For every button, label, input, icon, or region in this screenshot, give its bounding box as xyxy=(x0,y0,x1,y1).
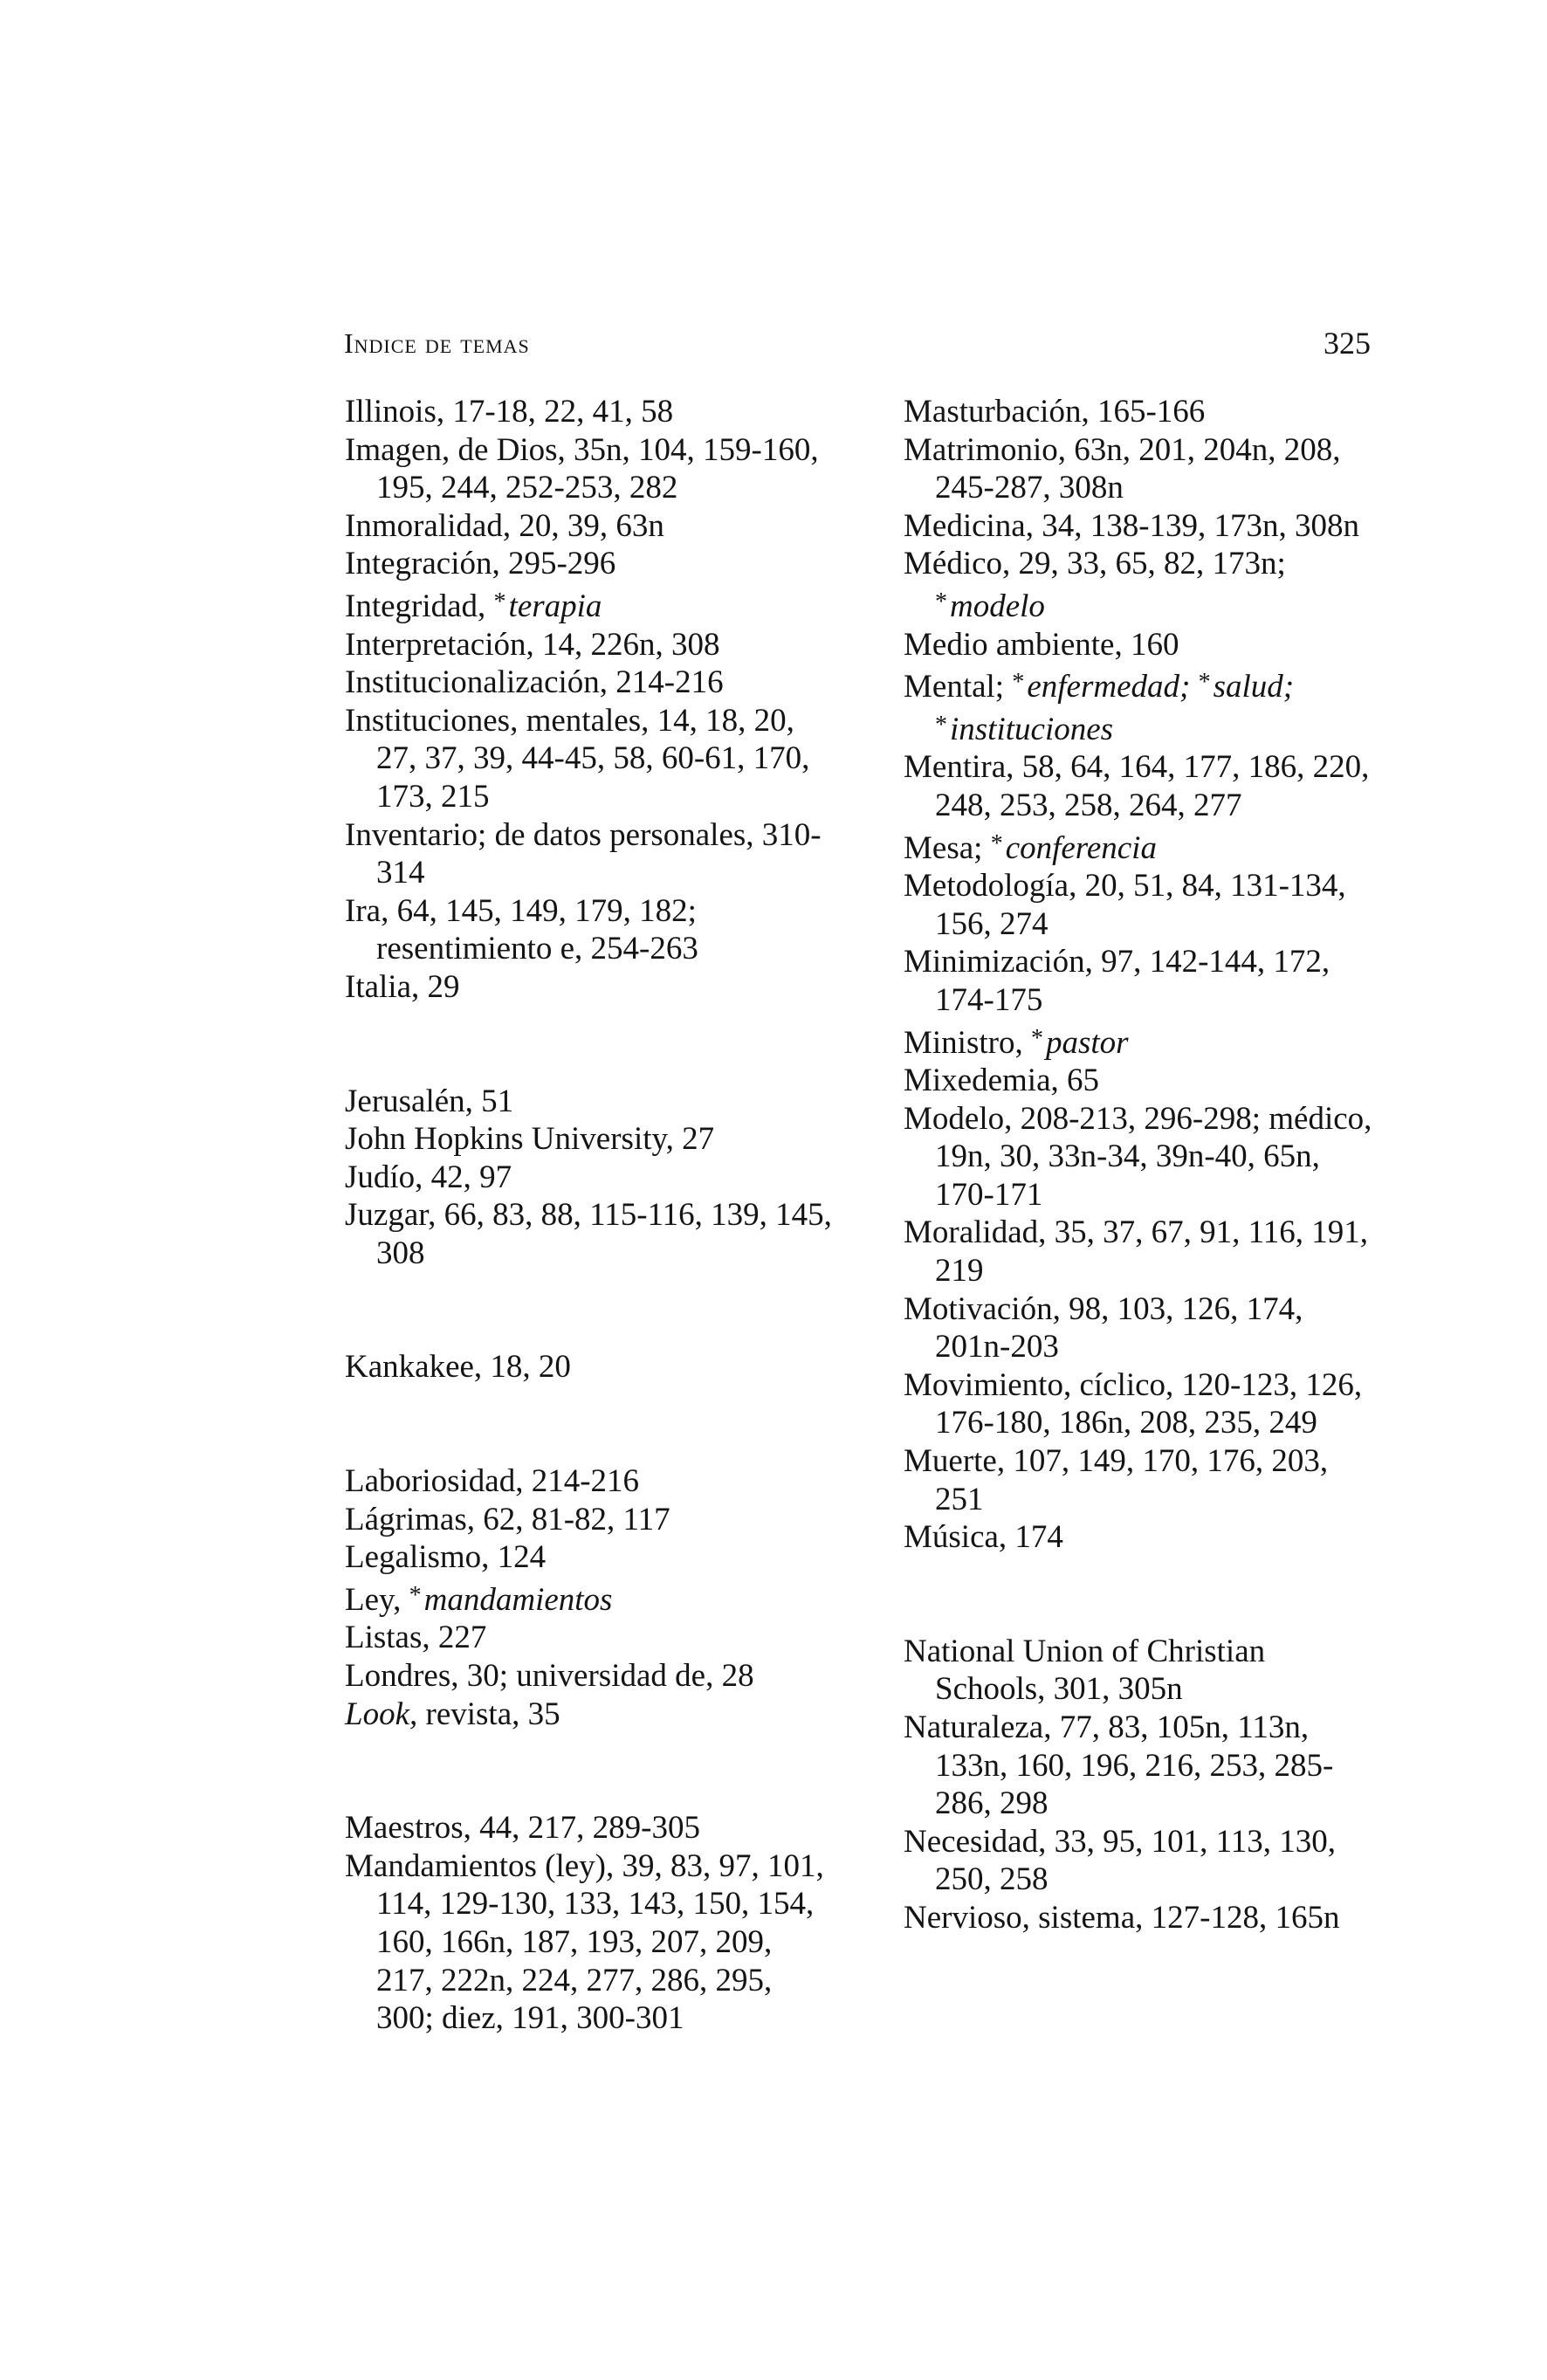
index-entry: Londres, 30; universidad de, 28 xyxy=(345,1658,754,1695)
index-entry: Judío, 42, 97 xyxy=(345,1159,512,1195)
index-entry: John Hopkins University, 27 xyxy=(345,1121,715,1158)
magazine-title: Look, xyxy=(345,1696,418,1732)
asterisk-icon: * xyxy=(990,829,1003,857)
index-entry: Motivación, 98, 103, 126, 174, 201n-203 xyxy=(904,1290,1303,1365)
index-entry: Kankakee, 18, 20 xyxy=(345,1349,571,1386)
index-entry: Listas, 227 xyxy=(345,1620,487,1656)
asterisk-icon: * xyxy=(1198,669,1211,697)
asterisk-icon: * xyxy=(935,588,947,616)
index-entry: Masturbación, 165-166 xyxy=(904,394,1206,430)
index-entry: Maestros, 44, 217, 289-305 xyxy=(345,1810,700,1847)
entry-head: Ministro, xyxy=(904,1024,1023,1061)
index-entry: Institucionalización, 214-216 xyxy=(345,664,724,701)
index-entry xyxy=(345,583,834,626)
left-column xyxy=(345,393,834,2038)
index-entry: Medio ambiente, 160 xyxy=(904,626,1179,663)
index-entry xyxy=(345,1696,834,1734)
section-gap xyxy=(904,1557,1375,1633)
entry-head: Ley, xyxy=(345,1581,402,1618)
index-entry xyxy=(904,1020,1375,1063)
asterisk-icon: * xyxy=(493,588,506,616)
cross-reference: salud; xyxy=(1213,669,1295,705)
index-entry: Medicina, 34, 138-139, 173n, 308n xyxy=(904,507,1360,544)
index-entry: Moralidad, 35, 37, 67, 91, 116, 191, 219 xyxy=(904,1214,1369,1290)
asterisk-icon: * xyxy=(1012,669,1025,697)
index-entry: Instituciones, mentales, 14, 18, 20, 27, 37, 39, 44-45, 58, 60-61, 170, 173, 215 xyxy=(345,702,810,815)
entry-head: Mental; xyxy=(904,669,1005,705)
cross-reference: mandamientos xyxy=(423,1581,613,1618)
index-entry: Juzgar, 66, 83, 88, 115-116, 139, 145, 308 xyxy=(345,1197,832,1271)
running-head-title: Indice de temas xyxy=(344,327,530,359)
running-head xyxy=(344,321,1371,365)
cross-reference: conferencia xyxy=(1005,829,1157,866)
section-gap xyxy=(345,1007,834,1083)
cross-reference: enfermedad; xyxy=(1027,669,1191,705)
section-gap xyxy=(345,1733,834,1809)
index-entry xyxy=(904,545,1375,625)
section-gap xyxy=(345,1272,834,1348)
index-entry: National Union of Christian Schools, 301, 305n xyxy=(904,1633,1266,1708)
index-entry: Italia, 29 xyxy=(345,968,460,1005)
index-entry: Laboriosidad, 214-216 xyxy=(345,1463,640,1500)
index-entry: Legalismo, 124 xyxy=(345,1539,547,1576)
section-gap xyxy=(345,1386,834,1462)
index-entry: Integración, 295-296 xyxy=(345,546,616,582)
asterisk-icon: * xyxy=(1030,1024,1043,1052)
index-entry: Minimización, 97, 142-144, 172, 174-175 xyxy=(904,944,1330,1018)
asterisk-icon: * xyxy=(409,1581,422,1609)
index-entry xyxy=(345,1577,834,1620)
index-entry: Movimiento, cíclico, 120-123, 126, 176-180, 186n, 208, 235, 249 xyxy=(904,1366,1363,1441)
index-entry: Interpretación, 14, 226n, 308 xyxy=(345,626,720,663)
index-entry: Illinois, 17-18, 22, 41, 58 xyxy=(345,394,674,430)
entry-text: revista, 35 xyxy=(417,1696,560,1732)
index-entry: Música, 174 xyxy=(904,1519,1063,1556)
index-entry: Nervioso, sistema, 127-128, 165n xyxy=(904,1899,1340,1936)
index-entry: Inmoralidad, 20, 39, 63n xyxy=(345,507,664,544)
cross-reference: instituciones xyxy=(950,711,1114,747)
entry-head: Integridad, xyxy=(345,588,486,624)
index-entry: Mixedemia, 65 xyxy=(904,1063,1100,1099)
index-entry: Metodología, 20, 51, 84, 131-134, 156, 274 xyxy=(904,868,1346,942)
index-entry: Mandamientos (ley), 39, 83, 97, 101, 114, 129-130, 133, 143, 150, 154, 160, 166n, 187, 193, 207, 209, 217, 222n, 224, 277, 286, 295, 300; diez, 191, 300-301 xyxy=(345,1847,824,2037)
index-entry: Jerusalén, 51 xyxy=(345,1083,514,1119)
index-entry: Ira, 64, 145, 149, 179, 182; resentimiento e, 254-263 xyxy=(345,892,698,967)
index-entry: Naturaleza, 77, 83, 105n, 113n, 133n, 160, 196, 216, 253, 285-286, 298 xyxy=(904,1709,1334,1822)
index-entry: Modelo, 208-213, 296-298; médico, 19n, 30, 33n-34, 39n-40, 65n, 170-171 xyxy=(904,1100,1372,1213)
index-entry: Muerte, 107, 149, 170, 176, 203, 251 xyxy=(904,1443,1329,1517)
cross-reference: pastor xyxy=(1045,1024,1129,1061)
asterisk-icon: * xyxy=(935,711,947,739)
index-entry xyxy=(904,664,1375,748)
cross-reference: modelo xyxy=(950,588,1045,624)
index-entry: Mentira, 58, 64, 164, 177, 186, 220, 248, 253, 258, 264, 277 xyxy=(904,749,1370,823)
entry-head: Médico, 29, 33, 65, 82, 173n; xyxy=(904,546,1286,582)
right-column xyxy=(904,393,1375,1937)
index-entry xyxy=(904,825,1375,868)
index-entry: Inventario; de datos personales, 310-314 xyxy=(345,816,822,891)
cross-reference: terapia xyxy=(508,588,602,624)
entry-head: Mesa; xyxy=(904,829,983,866)
index-entry: Lágrimas, 62, 81-82, 117 xyxy=(345,1501,670,1537)
index-entry: Imagen, de Dios, 35n, 104, 159-160, 195, 244, 252-253, 282 xyxy=(345,431,819,506)
page-number: 325 xyxy=(1324,326,1371,361)
index-entry: Matrimonio, 63n, 201, 204n, 208, 245-287, 308n xyxy=(904,431,1341,506)
index-entry: Necesidad, 33, 95, 101, 113, 130, 250, 258 xyxy=(904,1823,1336,1898)
